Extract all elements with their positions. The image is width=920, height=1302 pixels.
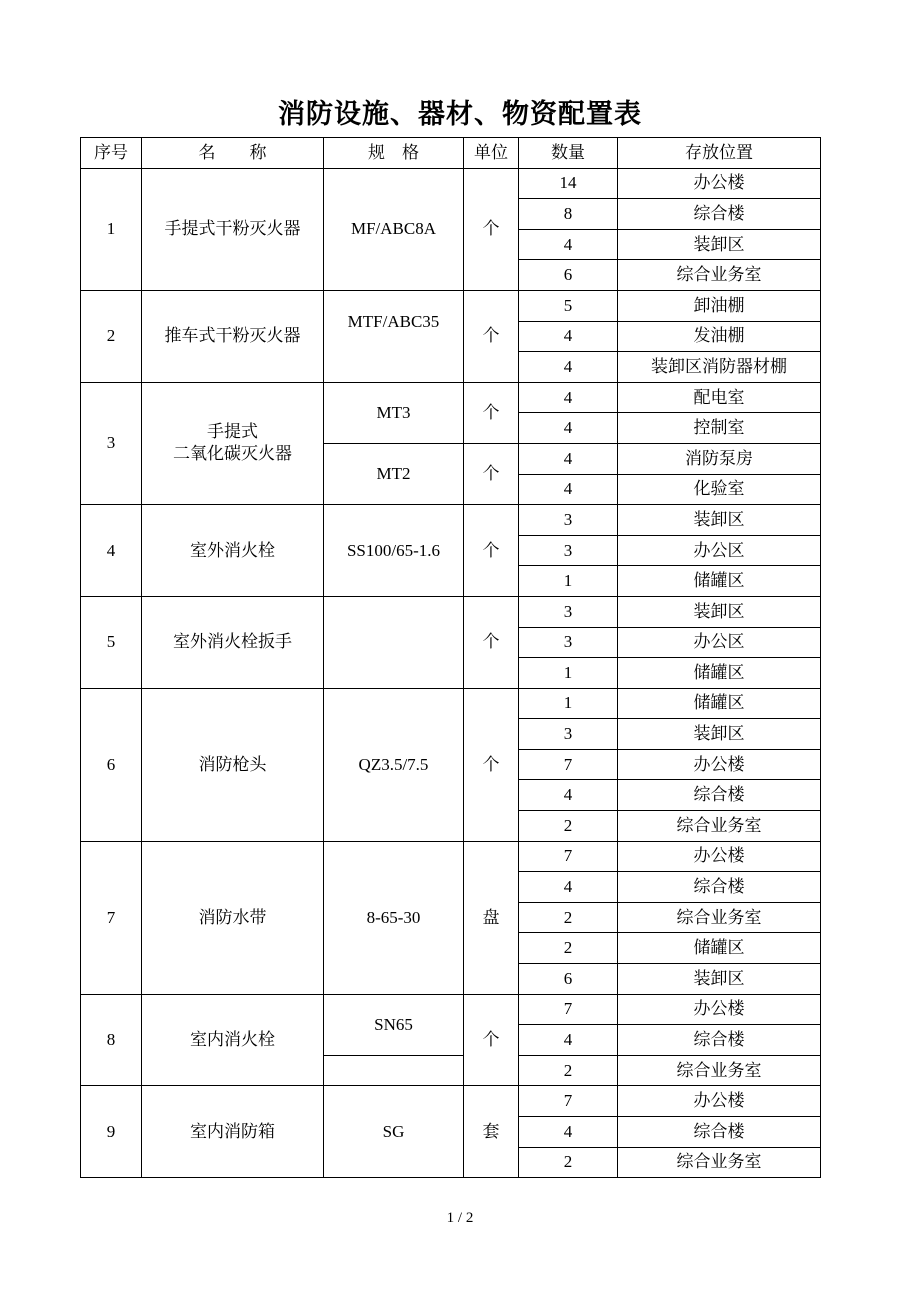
cell-unit: 套 bbox=[464, 1086, 519, 1178]
cell-qty: 4 bbox=[519, 321, 618, 352]
cell-location: 消防泵房 bbox=[618, 443, 821, 474]
header-no: 序号 bbox=[81, 138, 142, 169]
cell-name: 推车式干粉灭火器 bbox=[142, 290, 324, 382]
table-row bbox=[81, 688, 821, 719]
cell-name: 消防枪头 bbox=[142, 688, 324, 841]
cell-unit: 个 bbox=[464, 290, 519, 382]
cell-spec: MT2 bbox=[324, 443, 464, 504]
cell-location: 装卸区 bbox=[618, 229, 821, 260]
cell-name-line2: 二氧化碳灭火器 bbox=[173, 444, 292, 465]
cell-qty: 4 bbox=[519, 382, 618, 413]
cell-qty: 4 bbox=[519, 474, 618, 505]
cell-location: 卸油棚 bbox=[618, 290, 821, 321]
cell-no: 7 bbox=[81, 841, 142, 994]
cell-location: 控制室 bbox=[618, 413, 821, 444]
cell-location: 综合楼 bbox=[618, 872, 821, 903]
cell-name: 消防水带 bbox=[142, 841, 324, 994]
cell-qty: 3 bbox=[519, 596, 618, 627]
cell-spec: SN65 bbox=[324, 994, 464, 1055]
page-number: 1 / 2 bbox=[446, 1210, 474, 1226]
cell-no: 2 bbox=[81, 290, 142, 382]
cell-location: 办公区 bbox=[618, 535, 821, 566]
cell-qty: 3 bbox=[519, 535, 618, 566]
cell-qty: 4 bbox=[519, 1117, 618, 1148]
table-row bbox=[81, 290, 821, 321]
table-row bbox=[81, 1086, 821, 1117]
cell-location: 装卸区消防器材棚 bbox=[618, 352, 821, 383]
cell-qty: 4 bbox=[519, 352, 618, 383]
header-unit: 单位 bbox=[464, 138, 519, 169]
cell-spec: MT3 bbox=[324, 382, 464, 443]
cell-location: 装卸区 bbox=[618, 596, 821, 627]
cell-location: 储罐区 bbox=[618, 658, 821, 689]
table-row bbox=[81, 596, 821, 627]
cell-unit: 个 bbox=[464, 382, 519, 443]
cell-qty: 8 bbox=[519, 199, 618, 230]
header-location: 存放位置 bbox=[618, 138, 821, 169]
cell-name: 室外消火栓扳手 bbox=[142, 596, 324, 688]
cell-location: 配电室 bbox=[618, 382, 821, 413]
cell-location: 办公楼 bbox=[618, 841, 821, 872]
cell-location: 装卸区 bbox=[618, 719, 821, 750]
cell-qty: 2 bbox=[519, 1147, 618, 1178]
cell-spec: QZ3.5/7.5 bbox=[324, 688, 464, 841]
cell-no: 5 bbox=[81, 596, 142, 688]
cell-location: 综合楼 bbox=[618, 199, 821, 230]
cell-qty: 7 bbox=[519, 994, 618, 1025]
cell-qty: 2 bbox=[519, 811, 618, 842]
cell-qty: 4 bbox=[519, 229, 618, 260]
cell-location: 储罐区 bbox=[618, 688, 821, 719]
cell-name bbox=[142, 382, 324, 504]
cell-spec: 8-65-30 bbox=[324, 841, 464, 994]
cell-spec-empty bbox=[324, 1055, 464, 1086]
table-header-row bbox=[81, 138, 821, 169]
header-qty: 数量 bbox=[519, 138, 618, 169]
cell-location: 综合业务室 bbox=[618, 902, 821, 933]
cell-qty: 6 bbox=[519, 260, 618, 291]
cell-qty: 7 bbox=[519, 749, 618, 780]
cell-location: 综合楼 bbox=[618, 1117, 821, 1148]
cell-qty: 2 bbox=[519, 933, 618, 964]
cell-location: 储罐区 bbox=[618, 566, 821, 597]
cell-qty: 3 bbox=[519, 627, 618, 658]
cell-location: 办公楼 bbox=[618, 994, 821, 1025]
cell-qty: 4 bbox=[519, 413, 618, 444]
cell-qty: 2 bbox=[519, 1055, 618, 1086]
cell-no: 8 bbox=[81, 994, 142, 1086]
cell-location: 综合业务室 bbox=[618, 260, 821, 291]
page-title: 消防设施、器材、物资配置表 bbox=[278, 99, 642, 130]
cell-location: 发油棚 bbox=[618, 321, 821, 352]
table-row bbox=[81, 168, 821, 199]
table-row bbox=[81, 382, 821, 413]
cell-location: 化验室 bbox=[618, 474, 821, 505]
cell-qty: 1 bbox=[519, 566, 618, 597]
cell-qty: 4 bbox=[519, 1025, 618, 1056]
cell-qty: 2 bbox=[519, 902, 618, 933]
cell-location: 综合业务室 bbox=[618, 1147, 821, 1178]
cell-qty: 1 bbox=[519, 658, 618, 689]
header-spec: 规 格 bbox=[324, 138, 464, 169]
cell-unit: 个 bbox=[464, 505, 519, 597]
cell-no: 1 bbox=[81, 168, 142, 290]
cell-location: 装卸区 bbox=[618, 505, 821, 536]
cell-location: 办公楼 bbox=[618, 1086, 821, 1117]
cell-qty: 4 bbox=[519, 872, 618, 903]
cell-qty: 4 bbox=[519, 780, 618, 811]
cell-no: 4 bbox=[81, 505, 142, 597]
cell-spec: MF/ABC8A bbox=[324, 168, 464, 290]
cell-spec: SS100/65-1.6 bbox=[324, 505, 464, 597]
cell-name: 手提式干粉灭火器 bbox=[142, 168, 324, 290]
table-row bbox=[81, 505, 821, 536]
cell-unit: 个 bbox=[464, 688, 519, 841]
cell-qty: 7 bbox=[519, 1086, 618, 1117]
cell-qty: 1 bbox=[519, 688, 618, 719]
cell-location: 综合业务室 bbox=[618, 811, 821, 842]
cell-spec: SG bbox=[324, 1086, 464, 1178]
cell-no: 9 bbox=[81, 1086, 142, 1178]
cell-location: 综合业务室 bbox=[618, 1055, 821, 1086]
cell-unit: 个 bbox=[464, 994, 519, 1086]
cell-location: 办公楼 bbox=[618, 168, 821, 199]
cell-no: 3 bbox=[81, 382, 142, 504]
cell-spec bbox=[324, 596, 464, 688]
cell-location: 装卸区 bbox=[618, 964, 821, 995]
table-row bbox=[81, 841, 821, 872]
cell-unit: 个 bbox=[464, 443, 519, 504]
cell-qty: 5 bbox=[519, 290, 618, 321]
cell-name-line1: 手提式 bbox=[207, 422, 258, 443]
cell-location: 储罐区 bbox=[618, 933, 821, 964]
cell-unit: 盘 bbox=[464, 841, 519, 994]
cell-no: 6 bbox=[81, 688, 142, 841]
cell-unit: 个 bbox=[464, 168, 519, 290]
equipment-table bbox=[80, 137, 821, 1178]
cell-location: 综合楼 bbox=[618, 1025, 821, 1056]
cell-qty: 7 bbox=[519, 841, 618, 872]
cell-unit: 个 bbox=[464, 596, 519, 688]
cell-qty: 14 bbox=[519, 168, 618, 199]
table-row bbox=[81, 994, 821, 1025]
cell-qty: 6 bbox=[519, 964, 618, 995]
header-name: 名 称 bbox=[142, 138, 324, 169]
cell-qty: 3 bbox=[519, 505, 618, 536]
cell-name: 室内消火栓 bbox=[142, 994, 324, 1086]
cell-location: 综合楼 bbox=[618, 780, 821, 811]
cell-qty: 3 bbox=[519, 719, 618, 750]
cell-qty: 4 bbox=[519, 443, 618, 474]
cell-name: 室外消火栓 bbox=[142, 505, 324, 597]
cell-name: 室内消防箱 bbox=[142, 1086, 324, 1178]
cell-location: 办公区 bbox=[618, 627, 821, 658]
cell-spec: MTF/ABC35 bbox=[324, 290, 464, 382]
cell-location: 办公楼 bbox=[618, 749, 821, 780]
